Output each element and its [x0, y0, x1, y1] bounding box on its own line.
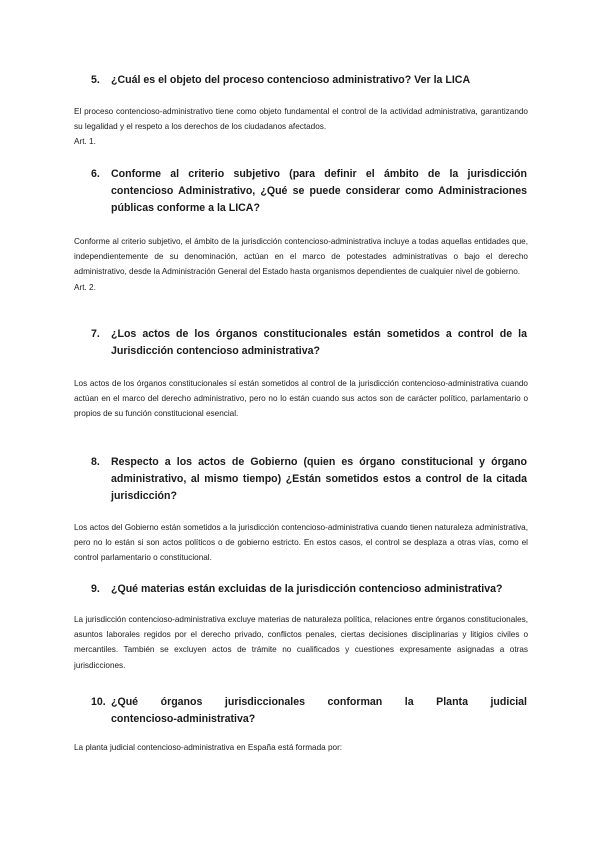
question-title: ¿Qué materias están excluidas de la jurisdicción contencioso administrativa? [111, 583, 503, 595]
answer-9 [74, 612, 528, 673]
question-number: 5. [91, 74, 100, 86]
article-reference: Art. 2. [74, 282, 96, 292]
question-6 [91, 166, 527, 217]
question-number: 10. [91, 696, 106, 708]
answer-text: La jurisdicción contencioso-administrativa excluye materias de naturaleza política, relaciones entre órganos constitucionales, asuntos laborales regidos por el derecho privado, conflictos penales, ciertas decisiones disciplinarias y litigios civiles o mercantiles. También se excluyen actos de trámite no cualificados y cuestiones expresamente asignadas a otras jurisdicciones. [74, 615, 528, 670]
answer-text: El proceso contencioso-administrativo tiene como objeto fundamental el control de la actividad administrativa, garantizando su legalidad y el respeto a los derechos de los ciudadanos afectados. [74, 107, 528, 132]
question-title: ¿Cuál es el objeto del proceso contencioso administrativo? Ver la LICA [111, 74, 471, 86]
answer-text: Los actos de los órganos constitucionales sí están sometidos al control de la jurisdicción contencioso-administrativa cuando actúan en el marco del derecho administrativo, pero no lo están cuando sus actos son de carácter político, parlamentario o propios de su función constitucional esencial. [74, 379, 528, 419]
question-title-tail: contencioso-administrativa? [111, 713, 256, 725]
question-10 [91, 694, 527, 728]
answer-text: Conforme al criterio subjetivo, el ámbito de la jurisdicción contencioso-administrativa incluye a todas aquellas entidades que, independientemente de su denominación, actúan en el marco de potestades administrativas o bajo el derecho administrativo, desde la Administración General del Estado hasta organismos dependientes de cualquier nivel de gobierno. [74, 237, 528, 277]
question-number: 8. [91, 456, 100, 468]
answer-8 [74, 520, 528, 566]
question-number: 7. [91, 328, 100, 340]
article-reference: Art. 1. [74, 137, 96, 147]
question-number: 9. [91, 583, 100, 595]
question-title-main: ¿Qué órganos jurisdiccionales conforman la Planta judicial [111, 696, 527, 708]
answer-5 [74, 104, 528, 150]
answer-7 [74, 376, 528, 422]
question-number: 6. [91, 168, 100, 180]
question-title [111, 694, 527, 728]
question-5 [91, 72, 527, 89]
question-title: Respecto a los actos de Gobierno (quien es órgano constitucional y órgano administrativo, al mismo tiempo) ¿Están sometidos estos a control de la citada jurisdicción? [111, 456, 527, 502]
answer-10 [74, 740, 528, 755]
answer-text: Los actos del Gobierno están sometidos a la jurisdicción contencioso-administrativa cuando tienen naturaleza administrativa, pero no lo están si son actos políticos o de gobierno estricto. En estos casos, el control se desplaza a otras vías, como el control parlamentario o constitucional. [74, 523, 528, 563]
question-title: ¿Los actos de los órganos constitucionales están sometidos a control de la Jurisdicción contencioso administrativa? [111, 328, 527, 357]
question-8 [91, 454, 527, 505]
question-7 [91, 326, 527, 360]
answer-text: La planta judicial contencioso-administrativa en España está formada por: [74, 743, 343, 752]
question-9 [91, 581, 527, 598]
answer-6 [74, 234, 528, 295]
question-title: Conforme al criterio subjetivo (para definir el ámbito de la jurisdicción contencioso Administrativo, ¿Qué se puede considerar como Administraciones públicas conforme a la LICA? [111, 168, 527, 214]
